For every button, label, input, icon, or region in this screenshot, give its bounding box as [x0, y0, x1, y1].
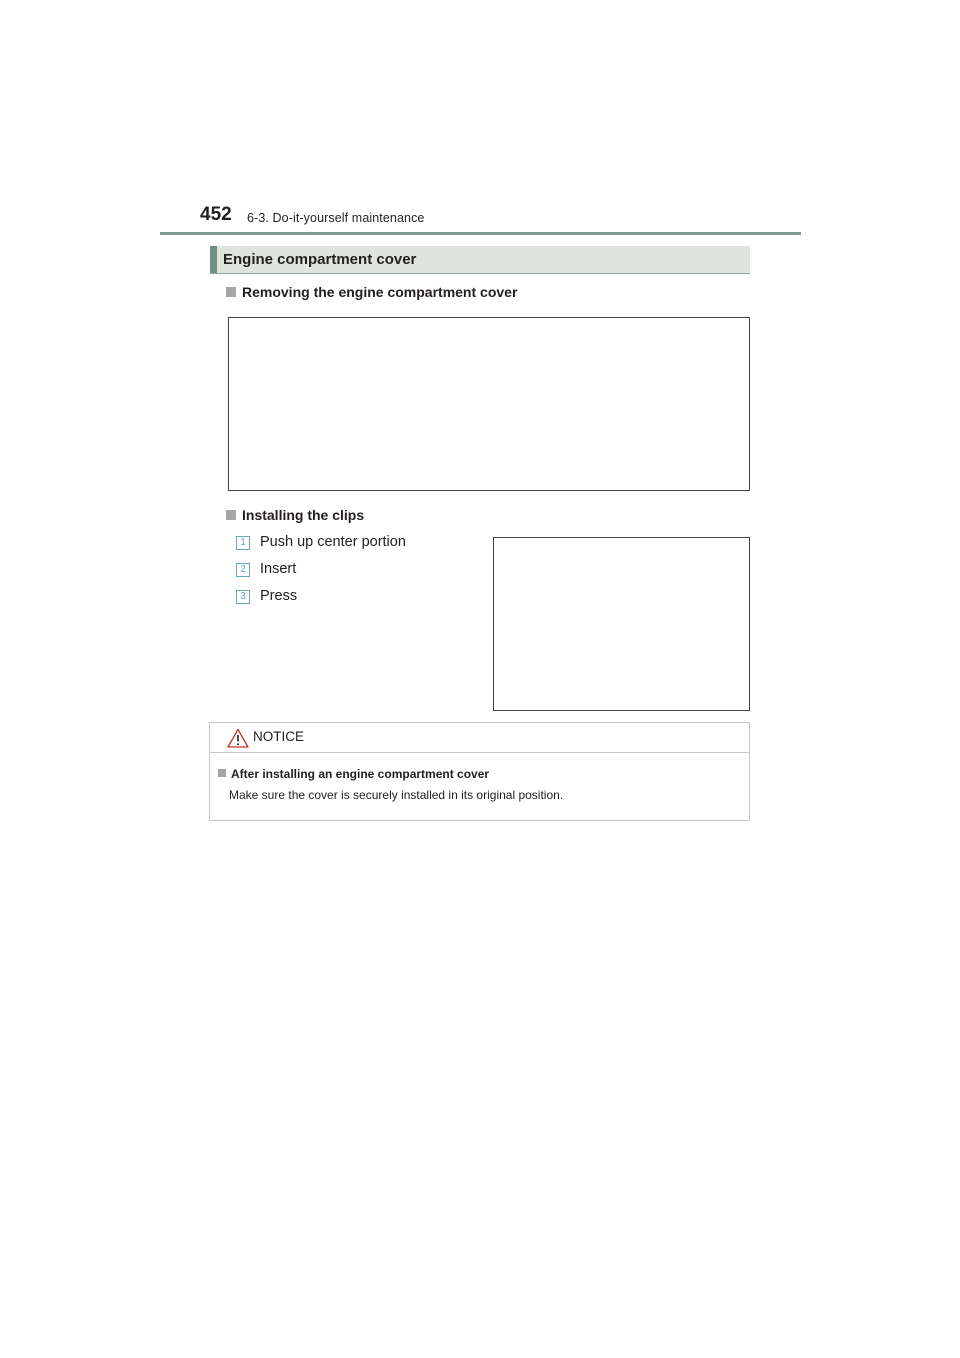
- notice-heading-text: After installing an engine compartment cover: [231, 767, 490, 781]
- installing-heading-text: Installing the clips: [242, 507, 365, 523]
- chapter-title: 6-3. Do-it-yourself maintenance: [247, 211, 425, 225]
- step-number-badge: 2: [236, 563, 250, 577]
- removing-cover-illustration: [228, 317, 750, 491]
- notice-header: [210, 723, 749, 753]
- notice-box: [209, 722, 750, 821]
- square-bullet-icon: [226, 510, 236, 520]
- section-title-bar: [210, 246, 750, 274]
- step-text: Insert: [260, 561, 297, 577]
- notice-text: Make sure the cover is securely installed in its original position.: [229, 788, 564, 802]
- removing-heading-text: Removing the engine compartment cover: [242, 284, 518, 300]
- step-number-badge: 1: [236, 536, 250, 550]
- notice-label: NOTICE: [253, 729, 305, 744]
- step-text: Push up center portion: [260, 534, 406, 550]
- section-title: Engine compartment cover: [223, 251, 417, 268]
- page-number: 452: [200, 204, 232, 225]
- step-number-badge: 3: [236, 590, 250, 604]
- removing-heading: [226, 284, 517, 300]
- section-bar-accent: [210, 246, 217, 273]
- header-rule: [160, 232, 801, 235]
- page-header: [200, 200, 800, 234]
- installing-heading: [226, 507, 364, 523]
- square-bullet-icon: [218, 769, 226, 777]
- notice-heading: [218, 767, 489, 781]
- warning-triangle-icon: [227, 728, 249, 748]
- step-text: Press: [260, 588, 298, 604]
- square-bullet-icon: [226, 287, 236, 297]
- installing-clips-illustration: [493, 537, 750, 711]
